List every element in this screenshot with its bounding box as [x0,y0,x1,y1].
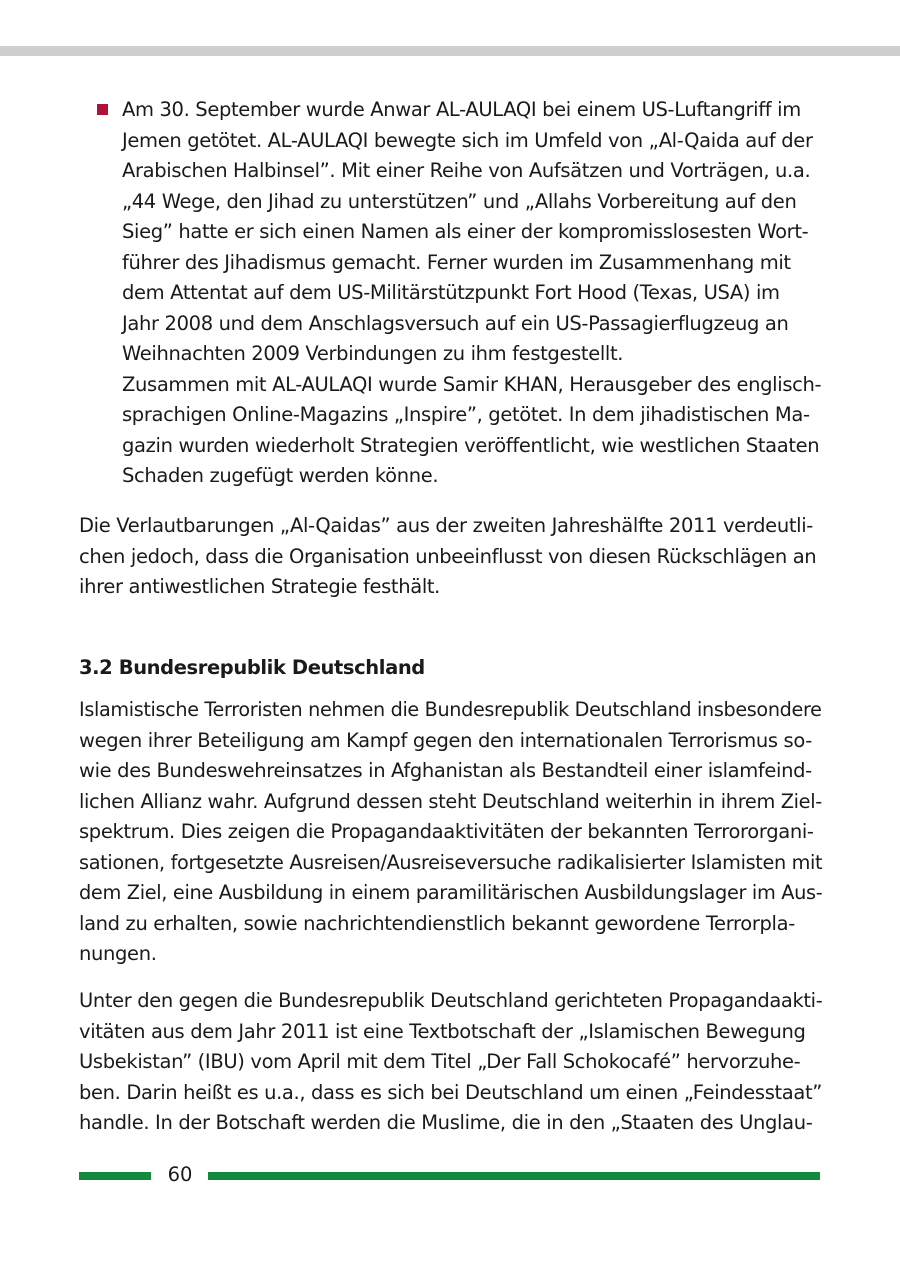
text-line: sationen, fortgesetzte Ausreisen/Ausreiseversuche radikalisierter Islamisten mit [79,851,823,874]
text-line: wegen ihrer Beteiligung am Kampf gegen den internationalen Terrorismus so- [79,729,812,752]
text-line: Jemen getötet. AL-AULAQI bewegte sich im Umfeld von „Al-Qaida auf der [122,129,813,152]
text-line: sprachigen Online-Magazins „Inspire”, getötet. In dem jihadistischen Ma- [122,403,810,426]
footer-bar-left [79,1172,151,1180]
text-line: führer des Jihadismus gemacht. Ferner wurden im Zusammenhang mit [122,251,791,274]
page-number: 60 [167,1163,193,1186]
text-line: „44 Wege, den Jihad zu unterstützen” und „Allahs Vorbereitung auf den [122,190,797,213]
text-line: dem Attentat auf dem US-Militärstützpunkt Fort Hood (Texas, USA) im [122,281,780,304]
text-line: gazin wurden wiederholt Strategien veröffentlicht, wie westlichen Staaten [122,434,820,457]
text-line: Usbekistan” (IBU) vom April mit dem Titel „Der Fall Schokocafé” hervorzuhe- [79,1050,801,1073]
footer-bar-right [208,1172,820,1180]
text-line: Schaden zugefügt werden könne. [122,464,439,487]
text-line: chen jedoch, dass die Organisation unbeeinflusst von diesen Rückschlägen an [79,545,817,568]
text-line: vitäten aus dem Jahr 2011 ist eine Textbotschaft der „Islamischen Bewegung [79,1020,806,1043]
text-line: Zusammen mit AL-AULAQI wurde Samir KHAN, Herausgeber des englisch- [122,373,822,396]
section-heading: 3.2 Bundesrepublik Deutschland [79,656,425,679]
text-line: Jahr 2008 und dem Anschlagsversuch auf ein US-Passagierflugzeug an [122,312,789,335]
text-line: Weihnachten 2009 Verbindungen zu ihm festgestellt. [122,342,624,365]
bullet-square-icon [97,104,108,115]
text-line: nungen. [79,942,157,965]
text-line: Islamistische Terroristen nehmen die Bundesrepublik Deutschland insbesondere [79,698,822,721]
text-line: spektrum. Dies zeigen die Propagandaaktivitäten der bekannten Terrororgani- [79,820,814,843]
text-line: Die Verlautbarungen „Al-Qaidas” aus der zweiten Jahreshälfte 2011 verdeutli- [79,514,813,537]
text-line: dem Ziel, eine Ausbildung in einem paramilitärischen Ausbildungslager im Aus- [79,881,823,904]
text-line: Arabischen Halbinsel”. Mit einer Reihe von Aufsätzen und Vorträgen, u.a. [122,159,811,182]
text-line: lichen Allianz wahr. Aufgrund dessen steht Deutschland weiterhin in ihrem Ziel- [79,790,822,813]
text-line: ihrer antiwestlichen Strategie festhält. [79,575,441,598]
top-rule [0,46,900,56]
text-line: Am 30. September wurde Anwar AL-AULAQI bei einem US-Luftangriff im [122,98,801,121]
text-line: wie des Bundeswehreinsatzes in Afghanistan als Bestandteil einer islamfeind- [79,759,812,782]
text-line: land zu erhalten, sowie nachrichtendienstlich bekannt gewordene Terrorpla- [79,912,795,935]
text-line: Sieg” hatte er sich einen Namen als einer der kompromisslosesten Wort- [122,220,809,243]
text-line: Unter den gegen die Bundesrepublik Deutschland gerichteten Propagandaakti- [79,989,823,1012]
text-line: ben. Darin heißt es u.a., dass es sich bei Deutschland um einen „Feindesstaat” [79,1081,822,1104]
text-line: handle. In der Botschaft werden die Muslime, die in den „Staaten des Unglau- [79,1111,813,1134]
